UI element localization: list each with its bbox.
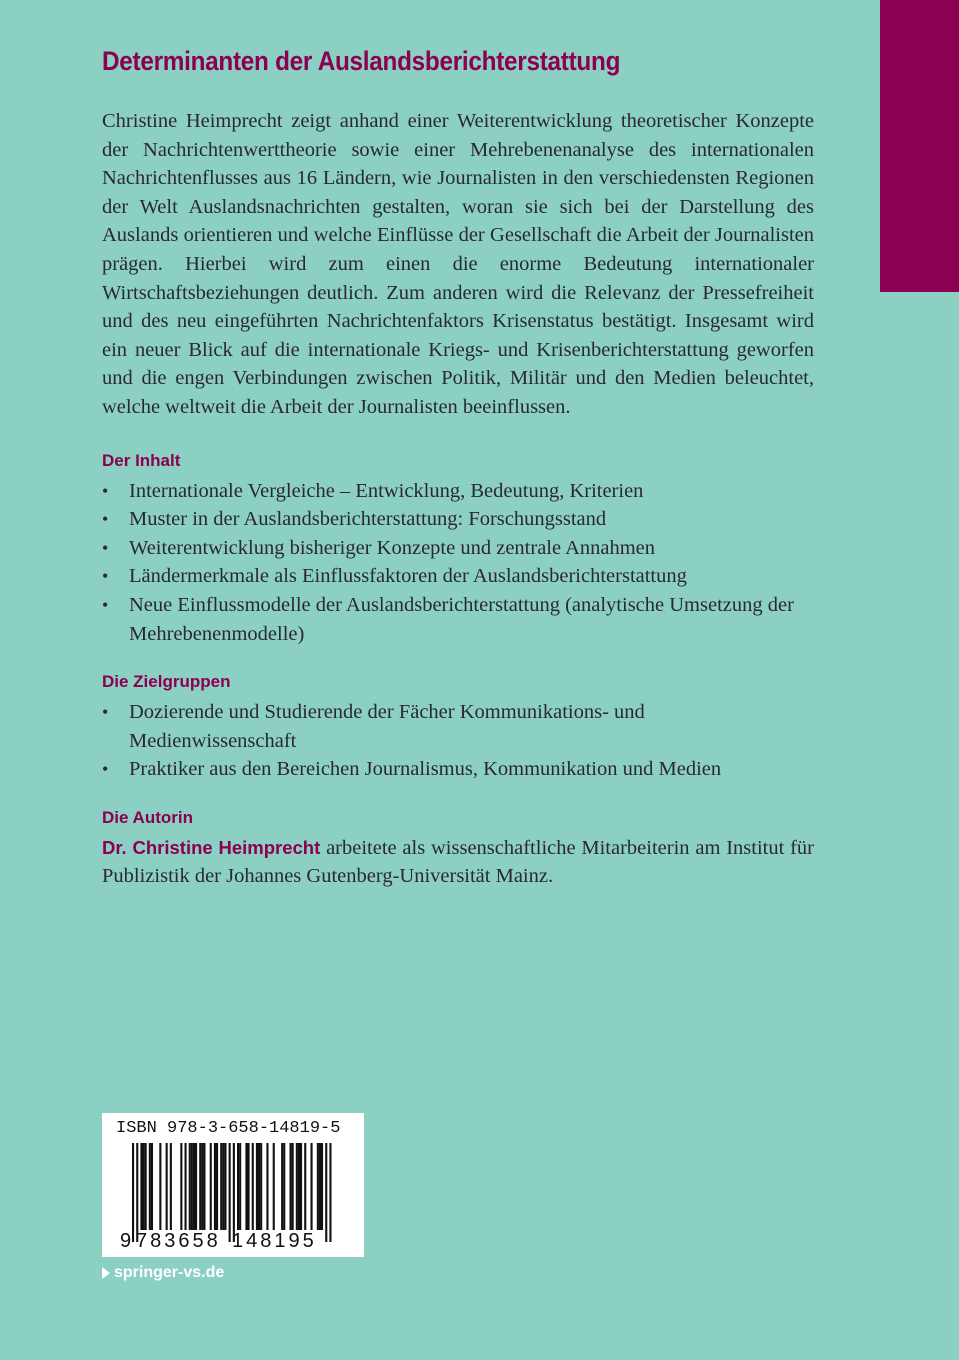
ean-right-group: 148195 bbox=[232, 1230, 317, 1252]
barcode-bar bbox=[210, 1143, 212, 1230]
barcode-bar bbox=[189, 1143, 191, 1230]
barcode-bar bbox=[180, 1143, 182, 1230]
bullet-icon: • bbox=[102, 759, 109, 780]
barcode-bar bbox=[233, 1143, 235, 1242]
barcode-bar bbox=[166, 1143, 168, 1230]
bullet-icon: • bbox=[102, 537, 109, 558]
list-item: • Ländermerkmale als Einflussfaktoren der Auslandsberichterstattung bbox=[102, 562, 814, 591]
autorin-heading: Die Autorin bbox=[102, 807, 193, 827]
barcode-bar bbox=[248, 1143, 250, 1230]
author-name: Dr. Christine Heimprecht bbox=[102, 836, 321, 858]
barcode-bar bbox=[252, 1143, 254, 1230]
barcode-bar bbox=[321, 1143, 323, 1230]
list-item: • Dozierende und Studierende der Fächer Kommunikations- und Medienwissenschaft bbox=[102, 698, 814, 755]
isbn-number: ISBN 978-3-658-14819-5 bbox=[116, 1119, 341, 1138]
author-bio bbox=[102, 834, 814, 891]
list-item: • Weiterentwicklung bisheriger Konzepte und zentrale Annahmen bbox=[102, 534, 814, 563]
bullet-icon: • bbox=[102, 566, 109, 587]
barcode-bar bbox=[292, 1143, 294, 1230]
ean-first-digit: 9 bbox=[120, 1230, 132, 1252]
barcode-bar bbox=[199, 1143, 201, 1230]
accent-bar bbox=[880, 0, 959, 292]
barcode-bar bbox=[304, 1143, 306, 1230]
arrow-right-icon bbox=[102, 1267, 110, 1279]
list-item: • Internationale Vergleiche – Entwicklung, Bedeutung, Kriterien bbox=[102, 477, 814, 506]
isbn-barcode bbox=[102, 1113, 364, 1257]
list-item: • Muster in der Auslandsberichterstattung: Forschungsstand bbox=[102, 505, 814, 534]
barcode-bar bbox=[191, 1143, 193, 1230]
barcode-bar bbox=[136, 1143, 138, 1242]
barcode-bar bbox=[237, 1143, 239, 1230]
barcode-bar bbox=[140, 1143, 142, 1230]
barcode-bar bbox=[300, 1143, 302, 1230]
barcode-bar bbox=[220, 1143, 222, 1230]
barcode-bar bbox=[325, 1143, 327, 1242]
zielgruppen-list bbox=[102, 698, 814, 784]
author-bio-text: arbeitete als wissenschaftliche Mitarbeiterin am Institut für Publizistik der Johannes Gutenberg-Universität Mainz. bbox=[102, 836, 814, 888]
barcode-bar bbox=[214, 1143, 216, 1230]
barcode-bar bbox=[159, 1143, 161, 1230]
barcode-bar bbox=[258, 1143, 260, 1230]
list-item: • Praktiker aus den Bereichen Journalismus, Kommunikation und Medien bbox=[102, 755, 814, 784]
barcode-bar bbox=[296, 1143, 298, 1230]
zielgruppen-heading: Die Zielgruppen bbox=[102, 672, 231, 692]
barcode-bar bbox=[283, 1143, 285, 1230]
barcode-bar bbox=[132, 1143, 134, 1242]
barcode-bar bbox=[229, 1143, 231, 1242]
barcode-bar bbox=[290, 1143, 292, 1230]
barcode-bar bbox=[273, 1143, 275, 1230]
book-blurb: Christine Heimprecht zeigt anhand einer Weiterentwicklung theoretischer Konzepte der Nachrichtenwerttheorie sowie einer Mehrebenenanalyse des internationalen Nachrichtenflusses aus 16 Ländern, wie Journalisten in den verschiedensten Regionen der Welt Auslandsnachrichten gestalten, woran sie sich bei der Darstellung des Auslands orientieren und welche Einflüsse der Gesellschaft die Arbeit der Journalisten prägen. Hierbei wird zum einen die enorme Bedeutung internationaler Wirtschaftsbeziehungen deutlich. Zum anderen wird die Relevanz der Pressefreiheit und des neu eingeführten Nachrichtenfaktors Krisenstatus bestätigt. Insgesamt wird ein neuer Blick auf die internationale Kriegs- und Krisenberichterstattung geworfen und die engen Verbindungen zwischen Politik, Militär und den Medien beleuchtet, welche weltweit die Arbeit der Journalisten beeinflussen. bbox=[102, 110, 814, 418]
barcode-bar bbox=[260, 1143, 262, 1230]
website-label: springer-vs.de bbox=[114, 1264, 225, 1281]
bullet-icon: • bbox=[102, 509, 109, 530]
bullet-icon: • bbox=[102, 480, 109, 501]
list-item: • Neue Einflussmodelle der Auslandsberichterstattung (analytische Umsetzung der Mehrebenenmodelle) bbox=[102, 591, 814, 648]
barcode-bar bbox=[311, 1143, 313, 1230]
barcode-bar bbox=[281, 1143, 283, 1230]
barcode-bar bbox=[145, 1143, 147, 1230]
barcode-bar bbox=[170, 1143, 172, 1230]
back-cover-content bbox=[102, 46, 814, 891]
barcode-bar bbox=[298, 1143, 300, 1230]
barcode-bar bbox=[195, 1143, 197, 1230]
barcode-bar bbox=[193, 1143, 195, 1230]
barcode-bar bbox=[245, 1143, 247, 1230]
ean-left-group: 783658 bbox=[136, 1230, 221, 1252]
barcode-bar bbox=[216, 1143, 218, 1230]
bullet-icon: • bbox=[102, 594, 109, 615]
barcode-bar bbox=[256, 1143, 258, 1230]
publisher-website[interactable] bbox=[102, 1264, 224, 1282]
barcode-bar bbox=[317, 1143, 319, 1230]
barcode-bar bbox=[239, 1143, 241, 1230]
barcode-bar bbox=[224, 1143, 226, 1230]
barcode-bar bbox=[266, 1143, 268, 1230]
barcode-bar bbox=[203, 1143, 205, 1230]
barcode-bar bbox=[201, 1143, 203, 1230]
inhalt-heading: Der Inhalt bbox=[102, 450, 181, 470]
barcode-bar bbox=[222, 1143, 224, 1230]
bullet-icon: • bbox=[102, 702, 109, 723]
barcode-bar bbox=[329, 1143, 331, 1242]
barcode-bar bbox=[151, 1143, 153, 1230]
barcode-bar bbox=[149, 1143, 151, 1230]
inhalt-list bbox=[102, 477, 814, 649]
barcode-bar bbox=[185, 1143, 187, 1230]
barcode-bar bbox=[319, 1143, 321, 1230]
book-title: Determinanten der Auslandsberichterstattung bbox=[102, 46, 621, 76]
barcode-bar bbox=[143, 1143, 145, 1230]
